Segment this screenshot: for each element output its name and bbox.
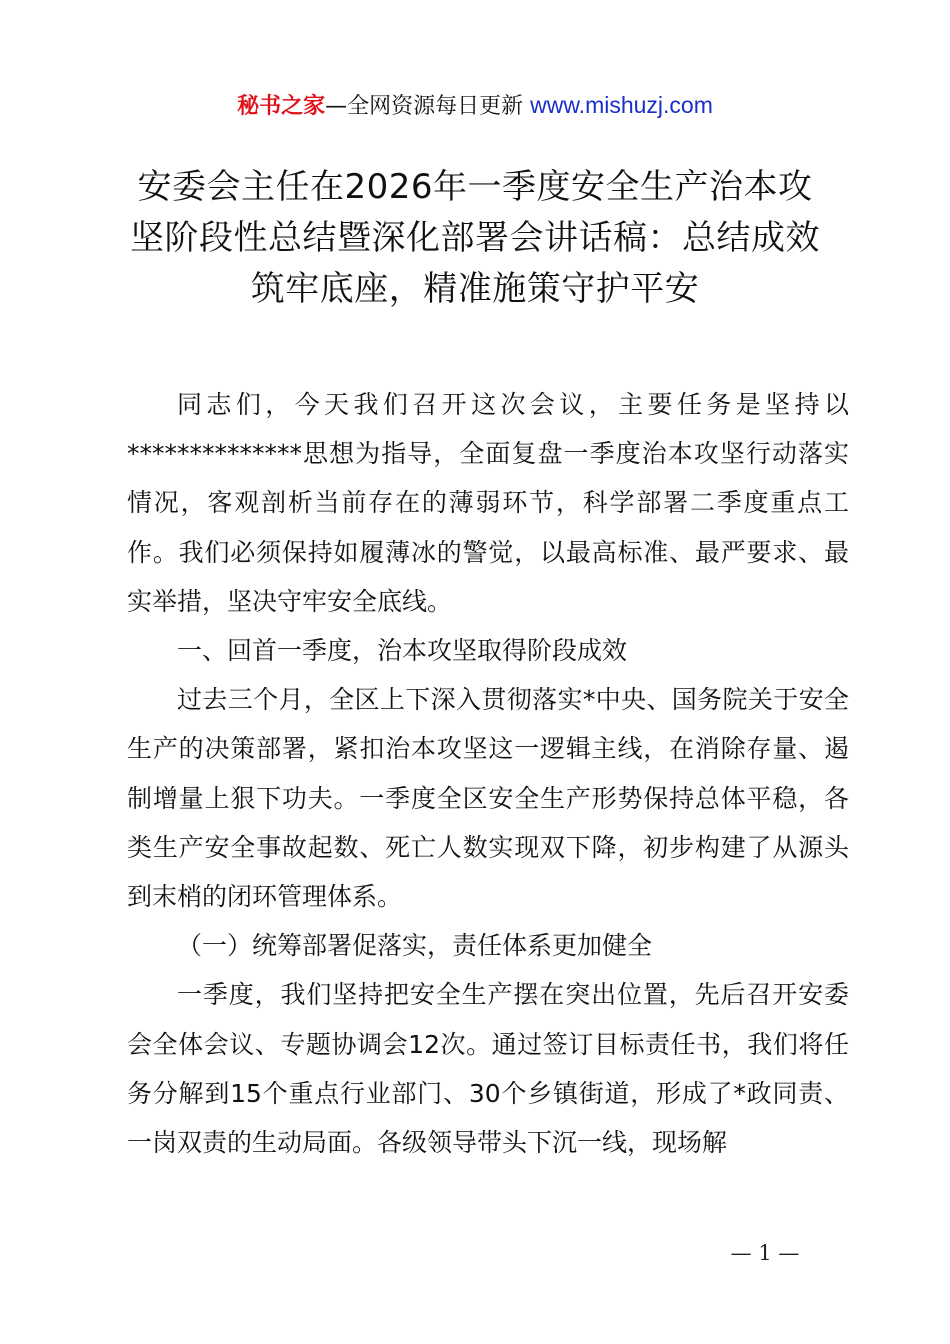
document-title [100, 162, 850, 315]
title-line-1: 安委会主任在2026年一季度安全生产治本攻 [137, 167, 813, 207]
page-number: — 1 — [730, 1241, 800, 1265]
brand-name: 秘书之家 [237, 94, 326, 119]
document-body [127, 380, 849, 1167]
paragraph-deployment: 一季度，我们坚持把安全生产摆在突出位置，先后召开安委会全体会议、专题协调会12次。通过签订目标责任书，我们将任务分解到15个重点行业部门、30个乡镇街道，形成了*政同责、一岗双责的生动局面。各级领导带头下沉一线，现场解 [127, 980, 849, 1158]
header-tagline: —全网资源每日更新 [325, 94, 531, 119]
title-line-2: 坚阶段性总结暨深化部署会讲话稿：总结成效 [130, 218, 820, 258]
paragraph-opening: 同志们，今天我们召开这次会议，主要任务是坚持以**************思想为指导，全面复盘一季度治本攻坚行动落实情况，客观剖析当前存在的薄弱环节，科学部署二季度重点工作。我们必须保持如履薄冰的警觉，以最高标准、最严要求、最实举措，坚决守牢安全底线。 [127, 390, 849, 616]
title-line-3: 筑牢底座，精准施策守护平安 [250, 269, 700, 309]
site-url-link[interactable]: www.mishuzj.com [530, 92, 713, 118]
section-heading-1: 一、回首一季度，治本攻坚取得阶段成效 [177, 636, 628, 666]
paragraph-review: 过去三个月，全区上下深入贯彻落实*中央、国务院关于安全生产的决策部署，紧扣治本攻坚这一逻辑主线，在消除存量、遏制增量上狠下功夫。一季度全区安全生产形势保持总体平稳，各类生产安全事故起数、死亡人数实现双下降，初步构建了从源头到末梢的闭环管理体系。 [127, 685, 849, 912]
site-header [0, 88, 950, 124]
subsection-heading-1: （一）统筹部署促落实，责任体系更加健全 [177, 931, 653, 961]
